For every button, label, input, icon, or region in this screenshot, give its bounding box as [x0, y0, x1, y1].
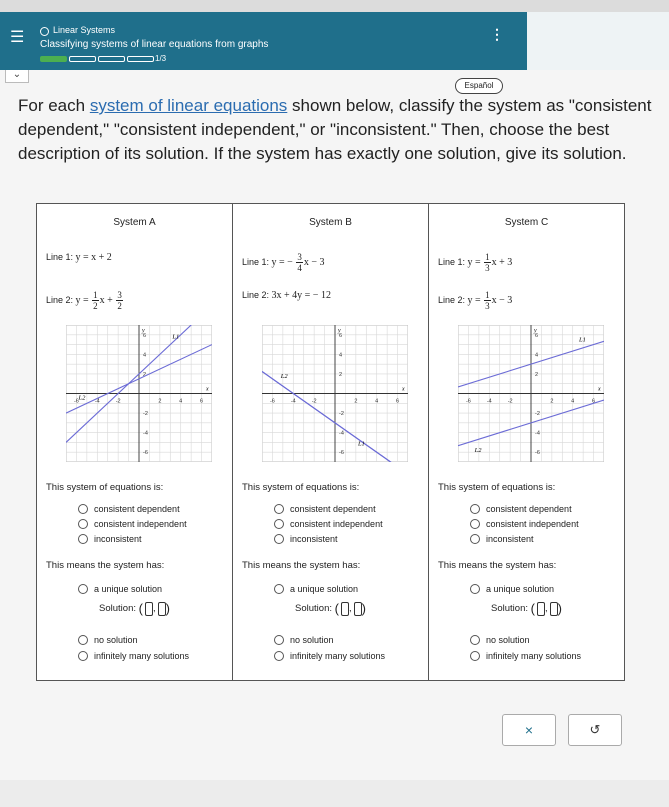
line2-equation: Line 2: y = $\frac{1}{3}$ x − 3: [438, 290, 513, 311]
classify-prompt: This system of equations is:: [438, 482, 556, 493]
undo-button[interactable]: ↺: [568, 714, 622, 746]
line-label: L2: [474, 447, 482, 455]
svg-text:4: 4: [339, 352, 343, 359]
svg-text:-6: -6: [339, 450, 344, 457]
radio-button[interactable]: [470, 504, 480, 514]
svg-text:4: 4: [571, 398, 575, 405]
radio-button[interactable]: [470, 651, 480, 661]
solution-entry: Solution: ( , ): [491, 601, 562, 616]
means-prompt: This means the system has:: [438, 560, 557, 571]
solution-x-box[interactable]: [145, 602, 153, 616]
radio-button[interactable]: [470, 584, 480, 594]
system-title: System B: [309, 217, 352, 228]
top-bar: [0, 0, 669, 12]
radio-button[interactable]: [78, 584, 88, 594]
lesson-subtitle: Classifying systems of linear equations from graphs: [40, 39, 269, 50]
svg-text:-2: -2: [507, 398, 513, 405]
radio-button[interactable]: [274, 651, 284, 661]
solution-y-box[interactable]: [158, 602, 166, 616]
svg-text:y: y: [534, 328, 537, 334]
svg-text:x: x: [402, 386, 405, 393]
instructions-text: For each: [18, 96, 90, 115]
svg-text:x: x: [206, 386, 209, 393]
side-panel: [527, 12, 669, 70]
svg-text:-4: -4: [339, 430, 344, 437]
radio-button[interactable]: [78, 504, 88, 514]
svg-text:4: 4: [535, 352, 539, 359]
line1-equation: Line 1: y = x + 2: [46, 252, 112, 263]
svg-text:6: 6: [535, 332, 539, 339]
classify-option[interactable]: consistent independent: [78, 519, 187, 529]
svg-text:-4: -4: [94, 398, 100, 405]
radio-button[interactable]: [470, 635, 480, 645]
topic-dot-icon: [40, 27, 49, 36]
svg-text:-2: -2: [143, 411, 148, 418]
collapse-chevron-icon[interactable]: ⌄: [5, 70, 29, 83]
svg-text:-4: -4: [486, 398, 492, 405]
classify-option[interactable]: consistent dependent: [274, 504, 376, 514]
system-column: [429, 204, 624, 680]
solution-option[interactable]: no solution: [470, 635, 530, 645]
radio-button[interactable]: [78, 519, 88, 529]
radio-button[interactable]: [274, 635, 284, 645]
line-label: L1: [172, 333, 180, 341]
solution-y-box[interactable]: [550, 602, 558, 616]
solution-option[interactable]: no solution: [78, 635, 138, 645]
classify-option[interactable]: inconsistent: [78, 534, 142, 544]
system-title: System C: [504, 217, 549, 228]
svg-text:-2: -2: [115, 398, 121, 405]
means-prompt: This means the system has:: [242, 560, 361, 571]
svg-text:-6: -6: [465, 398, 471, 405]
radio-button[interactable]: [274, 519, 284, 529]
solution-option[interactable]: infinitely many solutions: [78, 651, 189, 661]
line1-equation: Line 1: y = − $\frac{3}{4}$ x − 3: [242, 252, 325, 273]
progress-bar: [40, 56, 154, 62]
topic-title: Linear Systems: [53, 25, 116, 35]
line2-equation: Line 2: y = $\frac{1}{2}$ x + $\frac{3}{2}$: [46, 290, 122, 311]
unique-solution-option[interactable]: a unique solution: [78, 584, 162, 594]
instructions-text: shown below, classify the system as "consistent dependent," "consistent independent," or "inconsistent." Then, choose the best description of its solution. If the system has exactly one solution, give its solution.: [18, 96, 652, 163]
more-options-icon[interactable]: ⋮: [490, 26, 504, 42]
radio-button[interactable]: [78, 534, 88, 544]
svg-text:2: 2: [339, 371, 343, 378]
progress-text: 1/3: [155, 54, 167, 63]
solution-option[interactable]: infinitely many solutions: [470, 651, 581, 661]
line-label: L2: [78, 394, 86, 402]
solution-x-box[interactable]: [341, 602, 349, 616]
svg-text:-6: -6: [143, 450, 148, 457]
svg-text:6: 6: [200, 398, 204, 405]
clear-button[interactable]: ×: [502, 714, 556, 746]
system-title: System A: [113, 217, 156, 228]
svg-text:-6: -6: [535, 450, 540, 457]
classify-option[interactable]: consistent independent: [274, 519, 383, 529]
solution-x-box[interactable]: [537, 602, 545, 616]
system-column: [233, 204, 429, 680]
svg-text:y: y: [338, 328, 341, 334]
svg-text:4: 4: [143, 352, 147, 359]
svg-text:2: 2: [550, 398, 554, 405]
line-label: L1: [578, 336, 586, 344]
linear-equations-link[interactable]: system of linear equations: [89, 96, 288, 115]
svg-text:2: 2: [535, 371, 539, 378]
progress-segment: [69, 56, 96, 62]
means-prompt: This means the system has:: [46, 560, 165, 571]
classify-option[interactable]: consistent independent: [470, 519, 579, 529]
svg-text:-2: -2: [339, 411, 344, 418]
line1-equation: Line 1: y = $\frac{1}{3}$ x + 3: [438, 252, 513, 273]
classify-option[interactable]: consistent dependent: [78, 504, 180, 514]
solution-entry: Solution: ( , ): [295, 601, 366, 616]
svg-text:4: 4: [179, 398, 183, 405]
unique-solution-option[interactable]: a unique solution: [274, 584, 358, 594]
line-label: L2: [280, 372, 288, 380]
radio-button[interactable]: [274, 534, 284, 544]
svg-text:4: 4: [375, 398, 379, 405]
solution-y-box[interactable]: [354, 602, 362, 616]
solution-option[interactable]: infinitely many solutions: [274, 651, 385, 661]
svg-text:y: y: [142, 328, 145, 334]
classify-prompt: This system of equations is:: [46, 482, 164, 493]
svg-text:2: 2: [354, 398, 358, 405]
menu-icon[interactable]: ☰: [10, 29, 25, 46]
espanol-button[interactable]: Español: [455, 78, 503, 94]
svg-text:x: x: [598, 386, 601, 393]
svg-text:6: 6: [339, 332, 343, 339]
classify-option[interactable]: inconsistent: [274, 534, 338, 544]
radio-button[interactable]: [274, 504, 284, 514]
radio-button[interactable]: [274, 584, 284, 594]
classify-option[interactable]: inconsistent: [470, 534, 534, 544]
line-label: L1: [357, 440, 365, 448]
svg-text:-4: -4: [143, 430, 148, 437]
radio-button[interactable]: [78, 635, 88, 645]
radio-button[interactable]: [470, 534, 480, 544]
coordinate-graph: [66, 325, 212, 462]
progress-segment: [40, 56, 67, 62]
svg-text:-2: -2: [311, 398, 317, 405]
bottom-bar: [0, 780, 669, 807]
svg-text:-6: -6: [73, 398, 79, 405]
coordinate-graph: [262, 325, 408, 462]
svg-text:6: 6: [396, 398, 400, 405]
svg-text:2: 2: [143, 371, 147, 378]
svg-text:-2: -2: [535, 411, 540, 418]
svg-text:-4: -4: [535, 430, 540, 437]
svg-text:6: 6: [143, 332, 147, 339]
svg-text:6: 6: [592, 398, 596, 405]
radio-button[interactable]: [470, 519, 480, 529]
systems-table: [36, 203, 625, 681]
progress-segment: [98, 56, 125, 62]
svg-text:-6: -6: [269, 398, 275, 405]
radio-button[interactable]: [78, 651, 88, 661]
svg-text:-4: -4: [290, 398, 296, 405]
classify-option[interactable]: consistent dependent: [470, 504, 572, 514]
svg-text:2: 2: [158, 398, 162, 405]
coordinate-graph: [458, 325, 604, 462]
instructions: [18, 94, 658, 166]
classify-prompt: This system of equations is:: [242, 482, 360, 493]
line2-equation: Line 2: 3x + 4y = − 12: [242, 290, 331, 301]
progress-segment: [127, 56, 154, 62]
system-column: [37, 204, 233, 680]
unique-solution-option[interactable]: a unique solution: [470, 584, 554, 594]
solution-option[interactable]: no solution: [274, 635, 334, 645]
solution-entry: Solution: ( , ): [99, 601, 170, 616]
